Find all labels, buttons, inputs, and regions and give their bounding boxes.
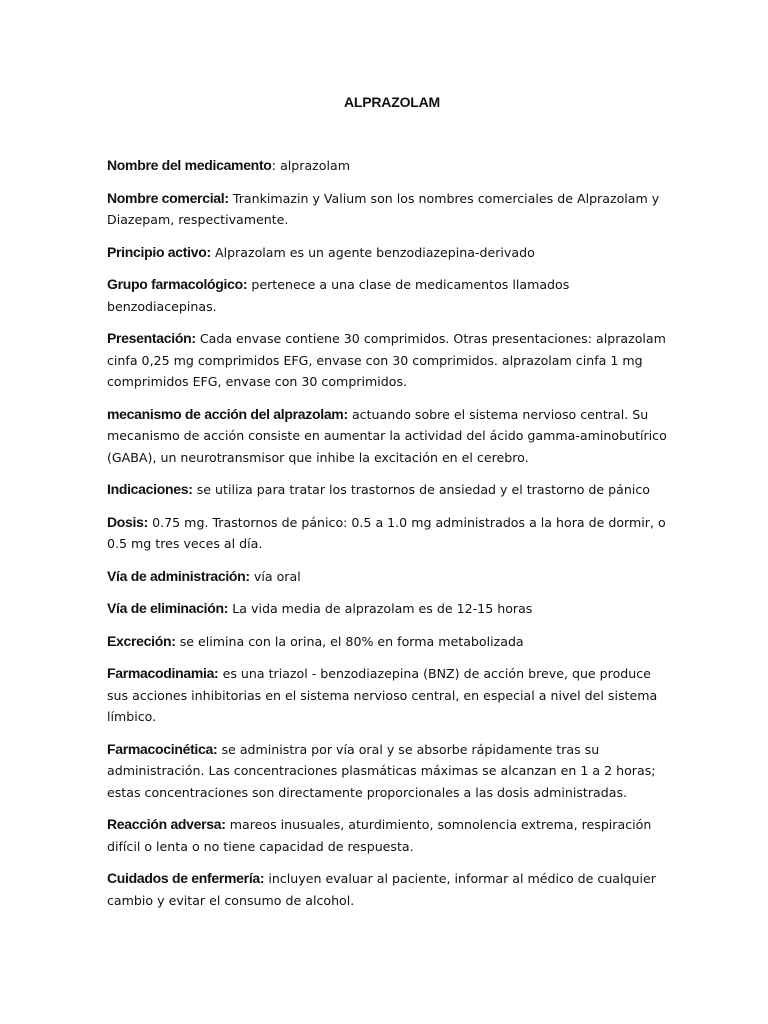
entry-text: alprazolam [280, 158, 350, 173]
entry-separator: : [271, 159, 281, 174]
entry-text: se elimina con la orina, el 80% en forma metabolizada [179, 633, 524, 649]
entry-label: Principio activo: [107, 243, 211, 260]
entry-text: mareos inusuales, aturdimiento, somnolencia extrema, respiración difícil o lenta o no tiene capacidad de respuesta. [107, 817, 652, 854]
entry-farmacocinetica [107, 739, 667, 805]
entry-label: Grupo farmacológico: [107, 276, 248, 292]
entry-label: Excreción: [107, 632, 176, 649]
entry-indicaciones [107, 479, 667, 502]
entry-text: vía oral [253, 568, 301, 584]
entry-text: es una triazol - benzodiazepina (BNZ) de acción breve, que produce sus acciones inhibitorias en el sistema nervioso central, en especial a nivel del sistema límbico. [107, 666, 658, 724]
entry-grupo-farmacologico [107, 274, 667, 318]
entry-label: Vía de administración: [107, 567, 250, 584]
entry-text: Cada envase contiene 30 comprimidos. Otras presentaciones: alprazolam cinfa 0,25 mg comprimidos EFG, envase con 30 comprimidos. alprazolam cinfa 1 mg comprimidos EFG, envase con 30 comprimidos. [107, 331, 666, 389]
entry-excrecion [107, 631, 667, 654]
entry-cuidados-enfermeria [107, 868, 667, 912]
entry-text: La vida media de alprazolam es de 12-15 horas [232, 601, 533, 616]
entry-label: Farmacodinamia: [107, 665, 219, 681]
entry-presentacion [107, 328, 667, 394]
entry-label: Indicaciones: [107, 481, 193, 497]
entry-text: 0.75 mg. Trastornos de pánico: 0.5 a 1.0 mg administrados a la hora de dormir, o 0.5 mg tres veces al día. [107, 514, 666, 551]
entry-label: Cuidados de enfermería: [107, 870, 265, 886]
entry-label: Farmacocinética: [107, 740, 218, 757]
document-title: ALPRAZOLAM [344, 94, 440, 110]
entry-label: Vía de eliminación: [107, 600, 229, 616]
entry-label: Nombre comercial: [107, 189, 229, 206]
entry-via-administracion [107, 566, 667, 589]
entry-text: se utiliza para tratar los trastornos de ansiedad y el trastorno de pánico [196, 482, 650, 497]
entry-text: Alprazolam es un agente benzodiazepina-derivado [214, 244, 535, 260]
entry-text: Trankimazin y Valium son los nombres comerciales de Alprazolam y Diazepam, respectivamente. [107, 190, 660, 227]
document-page [107, 94, 667, 922]
entry-label: Dosis: [107, 513, 148, 530]
entry-text: incluyen evaluar al paciente, informar al médico de cualquier cambio y evitar el consumo de alcohol. [107, 871, 656, 908]
entry-text: actuando sobre el sistema nervioso central. Su mecanismo de acción consiste en aumentar la actividad del ácido gamma-aminobutírico (GABA), un neurotransmisor que inhibe la excitación en el cerebro. [107, 406, 667, 465]
entry-label: mecanismo de acción del alprazolam: [107, 405, 348, 422]
entry-farmacodinamia [107, 663, 667, 729]
entry-label: Reacción adversa: [107, 816, 226, 832]
entry-dosis [107, 512, 667, 556]
entry-nombre-medicamento [107, 155, 667, 178]
entry-label: Presentación: [107, 330, 196, 346]
entry-nombre-comercial [107, 188, 667, 232]
entry-principio-activo [107, 242, 667, 265]
entry-reaccion-adversa [107, 814, 667, 858]
entry-text: se administra por vía oral y se absorbe rápidamente tras su administración. Las concentraciones plasmáticas máximas se alcanzan en 1 a 2 horas; estas concentraciones son directamente proporcionales a las dosis administradas. [107, 741, 656, 800]
entry-label: Nombre del medicamento [107, 157, 272, 173]
entry-text: pertenece a una clase de medicamentos llamados benzodiacepinas. [107, 277, 570, 314]
entry-mecanismo-accion [107, 404, 667, 470]
entry-via-eliminacion [107, 598, 667, 621]
